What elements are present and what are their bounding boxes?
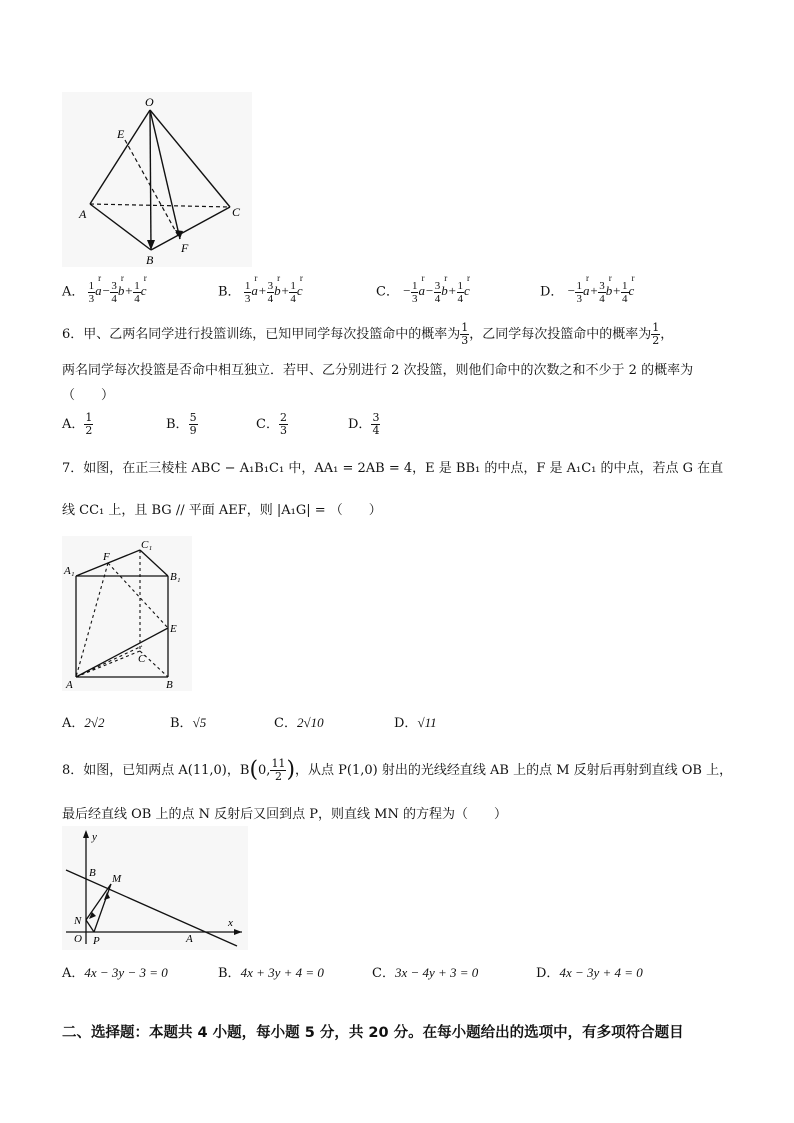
label-A: A — [66, 679, 73, 691]
vector-mark: r — [421, 273, 425, 284]
label-E: E — [117, 127, 125, 141]
label-B: B — [89, 867, 96, 879]
q6-option-b[interactable]: B． $\frac{5}{9}$ — [166, 411, 197, 437]
vector-mark: r — [120, 273, 124, 284]
q5-option-a[interactable]: A． $\frac{1}{3}$ a r − $\frac{3}{4}$ b r + $\frac{1}{4}$ c r — [62, 273, 147, 305]
q6-option-c[interactable]: C． $\frac{2}{3}$ — [256, 411, 287, 437]
vector-mark: r — [277, 273, 281, 284]
q8-line2: 最后经直线 OB 上的点 N 反射后又回到点 P，则直线 MN 的方程为（ ） — [62, 807, 507, 822]
q6-line2: 两名同学每次投篮是否命中相互独立．若甲、乙分别进行 2 次投篮，则他们命中的次数之和不少于 2 的概率为 — [62, 363, 694, 378]
q6-line1: 6．甲、乙两名同学进行投篮训练，已知甲同学每次投篮命中的概率为 $\frac{1}{3}$ ，乙同学每次投篮命中的概率为 $\frac{1}{2}$ ， — [62, 321, 674, 347]
label-B1: B₁ — [170, 571, 181, 583]
q6-p2-fraction: $\frac{1}{2}$ — [652, 321, 660, 347]
q8-option-b[interactable]: B．4x + 3y + 4 = 0 — [218, 965, 324, 981]
label-B: B — [146, 253, 154, 267]
section-2-heading: 二、选择题：本题共 4 小题，每小题 5 分，共 20 分。在每小题给出的选项中，有多项符合题目 — [62, 1025, 684, 1041]
label-F: F — [181, 241, 189, 255]
label-B: B — [166, 679, 173, 691]
vector-mark: r — [467, 273, 471, 284]
vector-mark: r — [631, 273, 635, 284]
label-F: F — [103, 551, 110, 563]
q7-option-b[interactable]: B．√5 — [170, 715, 207, 731]
label-A1: A₁ — [64, 565, 75, 577]
label-O: O — [145, 95, 154, 109]
vector-mark: r — [608, 273, 612, 284]
label-M: M — [112, 873, 122, 885]
q5-option-c[interactable]: C． − $\frac{1}{3}$ a r − $\frac{3}{4}$ b r + $\frac{1}{4}$ c r — [376, 273, 471, 305]
q8-option-c[interactable]: C．3x − 4y + 3 = 0 — [372, 965, 479, 981]
vector-mark: r — [444, 273, 448, 284]
label-x: x — [228, 917, 233, 929]
label-N: N — [74, 915, 82, 927]
q7-option-a[interactable]: A．2√2 — [62, 715, 105, 731]
label-A: A — [186, 933, 193, 945]
label-E: E — [170, 623, 177, 635]
vector-mark: r — [254, 273, 258, 284]
reflection-figure — [62, 826, 248, 950]
label-y: y — [92, 831, 97, 843]
vector-mark: r — [98, 273, 102, 284]
label-P: P — [93, 935, 100, 947]
q8-option-a[interactable]: A．4x − 3y − 3 = 0 — [62, 965, 168, 981]
q8-b-fraction: $\frac{11}{2}$ — [271, 757, 286, 783]
label-C: C — [138, 653, 146, 665]
q8-line1: 8．如图，已知两点 A(11,0)，B(0, $\frac{11}{2}$ )，从点 P(1,0) 射出的光线经直线 AB 上的点 M 反射后再射到直线 OB 上， — [62, 757, 733, 783]
tetrahedron-figure — [62, 92, 252, 267]
prism-figure — [62, 536, 192, 691]
q8-option-d[interactable]: D．4x − 3y + 4 = 0 — [536, 965, 643, 981]
label-C1: C₁ — [141, 539, 153, 551]
label-O: O — [74, 933, 82, 945]
vector-mark: r — [585, 273, 589, 284]
vector-mark: r — [299, 273, 303, 284]
label-A: A — [79, 207, 87, 221]
q7-line1: 7．如图，在正三棱柱 ABC − A₁B₁C₁ 中，AA₁ = 2AB = 4，E 是 BB₁ 的中点，F 是 A₁C₁ 的中点，若点 G 在直 — [62, 461, 724, 476]
q6-option-a[interactable]: A． $\frac{1}{2}$ — [62, 411, 93, 437]
q5-option-b[interactable]: B． $\frac{1}{3}$ a r + $\frac{3}{4}$ b r + $\frac{1}{4}$ c r — [218, 273, 303, 305]
q7-option-c[interactable]: C．2√10 — [274, 715, 324, 731]
q6-p1-fraction: $\frac{1}{3}$ — [461, 321, 469, 347]
vector-mark: r — [143, 273, 147, 284]
q6-line3: （ ） — [62, 388, 115, 403]
label-C: C — [232, 205, 241, 219]
q5-option-d[interactable]: D． − $\frac{1}{3}$ a r + $\frac{3}{4}$ b r + $\frac{1}{4}$ c r — [540, 273, 635, 305]
q7-line2: 线 CC₁ 上，且 BG // 平面 AEF，则 |A₁G| = （ ） — [62, 503, 382, 518]
q7-option-d[interactable]: D．√11 — [394, 715, 437, 731]
q6-option-d[interactable]: D． $\frac{3}{4}$ — [348, 411, 380, 437]
